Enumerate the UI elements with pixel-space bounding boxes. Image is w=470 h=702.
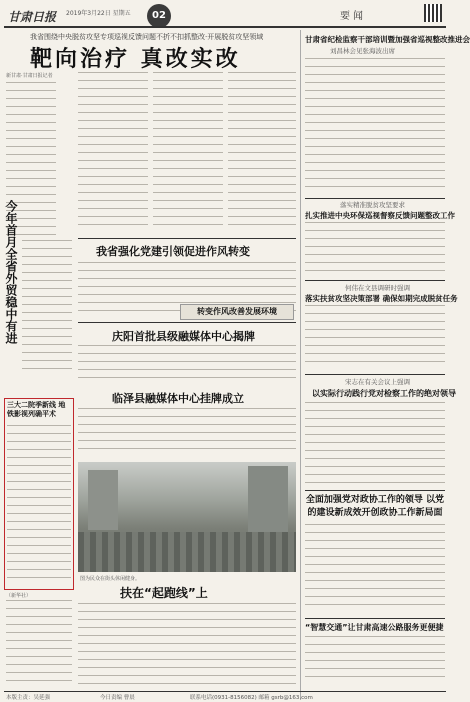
side-story-2-subtitle: 落实精准脱贫攻坚要求 [340, 201, 405, 209]
side-story-3-subtitle: 何伟在文县调研时强调 [345, 284, 410, 292]
photo-building-left [88, 470, 118, 530]
side-divider-4 [305, 490, 445, 491]
footer-today-editor: 今日责编 曹晨 [100, 695, 135, 701]
top-story-subtitle: 我省围绕中央脱贫攻坚专项巡视反馈问题不折不扣抓整改·开展脱贫攻坚领域 [30, 33, 264, 41]
story-starting-line-title: 扶在“起跑线”上 [120, 586, 208, 600]
story-party-building-title: 我省强化党建引领促进作风转变 [96, 245, 250, 258]
left-column-body [22, 240, 72, 380]
boxed-caption: （新华社） [6, 593, 32, 599]
side-divider-5 [305, 618, 445, 619]
story-qingyang-body [78, 345, 296, 387]
side-story-4-subtitle: 宋志在有关会议上强调 [345, 378, 410, 386]
byline: 新甘肃·甘肃日报记者 [6, 73, 53, 79]
story-linze-title: 临泽县融媒体中心挂牌成立 [112, 392, 244, 405]
boxed-story-body [7, 425, 71, 585]
footer-contact: 联系电话(0931-8156082) 邮箱 gsrb@163.com [190, 695, 313, 701]
footer-editor: 本版主责：吴延强 [6, 695, 51, 701]
masthead-logo-text: 甘肃日报 [8, 10, 57, 24]
footer-rule [4, 691, 446, 692]
photo-building-right [248, 466, 288, 536]
masthead-rule [4, 26, 446, 28]
divider-1 [78, 238, 296, 239]
side-divider-3 [305, 374, 445, 375]
side-divider-2 [305, 280, 445, 281]
story-linze-body [78, 408, 296, 458]
side-story-3-title: 落实扶贫攻坚决策部署 确保如期完成脱贫任务 [305, 294, 458, 303]
masthead-date: 2019年3月22日 星期五 [66, 10, 131, 17]
side-story-6-title: “智慧交通”让甘肃高速公路服务更便捷 [305, 623, 444, 632]
left-column-bottom [6, 600, 72, 690]
photo-caption: 图为民众在街头休闲健身。 [80, 576, 141, 582]
side-story-3-body [305, 305, 445, 369]
street-photo [78, 462, 296, 572]
top-story-body-col-1 [78, 72, 148, 232]
story-starting-line-body [78, 603, 296, 689]
side-story-4-title: 以实际行动践行党对检察工作的绝对领导 [312, 389, 456, 398]
photo-crowd [78, 532, 296, 572]
side-story-2-title: 扎实推进中央环保巡视督察反馈问题整改工作 [305, 211, 455, 220]
side-story-5-title: 全面加强党对政协工作的领导 以党的建设新成效开创政协工作新局面 [305, 495, 445, 518]
side-story-5-body [305, 524, 445, 614]
side-story-4-body [305, 402, 445, 486]
side-story-1-body [305, 58, 445, 194]
side-story-6-body [305, 636, 445, 688]
top-story-title: 靶向治疗 真改实改 [30, 47, 241, 72]
section-name: 要闻 [340, 11, 366, 22]
top-story-body-col-3 [228, 72, 296, 232]
side-divider-1 [305, 198, 445, 199]
boxed-story [4, 398, 74, 590]
boxed-story-title: 三大二院季新线 地铁影视列确平术 [7, 401, 66, 418]
divider-2 [78, 322, 296, 323]
masthead-logo [8, 6, 64, 24]
side-story-1-subtitle: 刘昌林会见张海波出席 [330, 47, 395, 55]
page-number-badge: 02 [147, 4, 171, 28]
top-story-body-col-2 [153, 72, 223, 232]
story-qingyang-title: 庆阳首批县级融媒体中心揭牌 [112, 330, 255, 343]
side-story-1-title: 甘肃省纪检监察干部培训暨加强省巡视整改推进会 [305, 35, 470, 44]
style-change-banner-text: 转变作风改善发展环境 [197, 307, 277, 316]
side-story-2-body [305, 222, 445, 274]
qr-code-icon [424, 4, 442, 22]
left-vertical-title: 今年首月全省外贸稳中有进 [4, 200, 18, 344]
style-change-banner [180, 304, 294, 320]
page-divider [300, 30, 301, 700]
